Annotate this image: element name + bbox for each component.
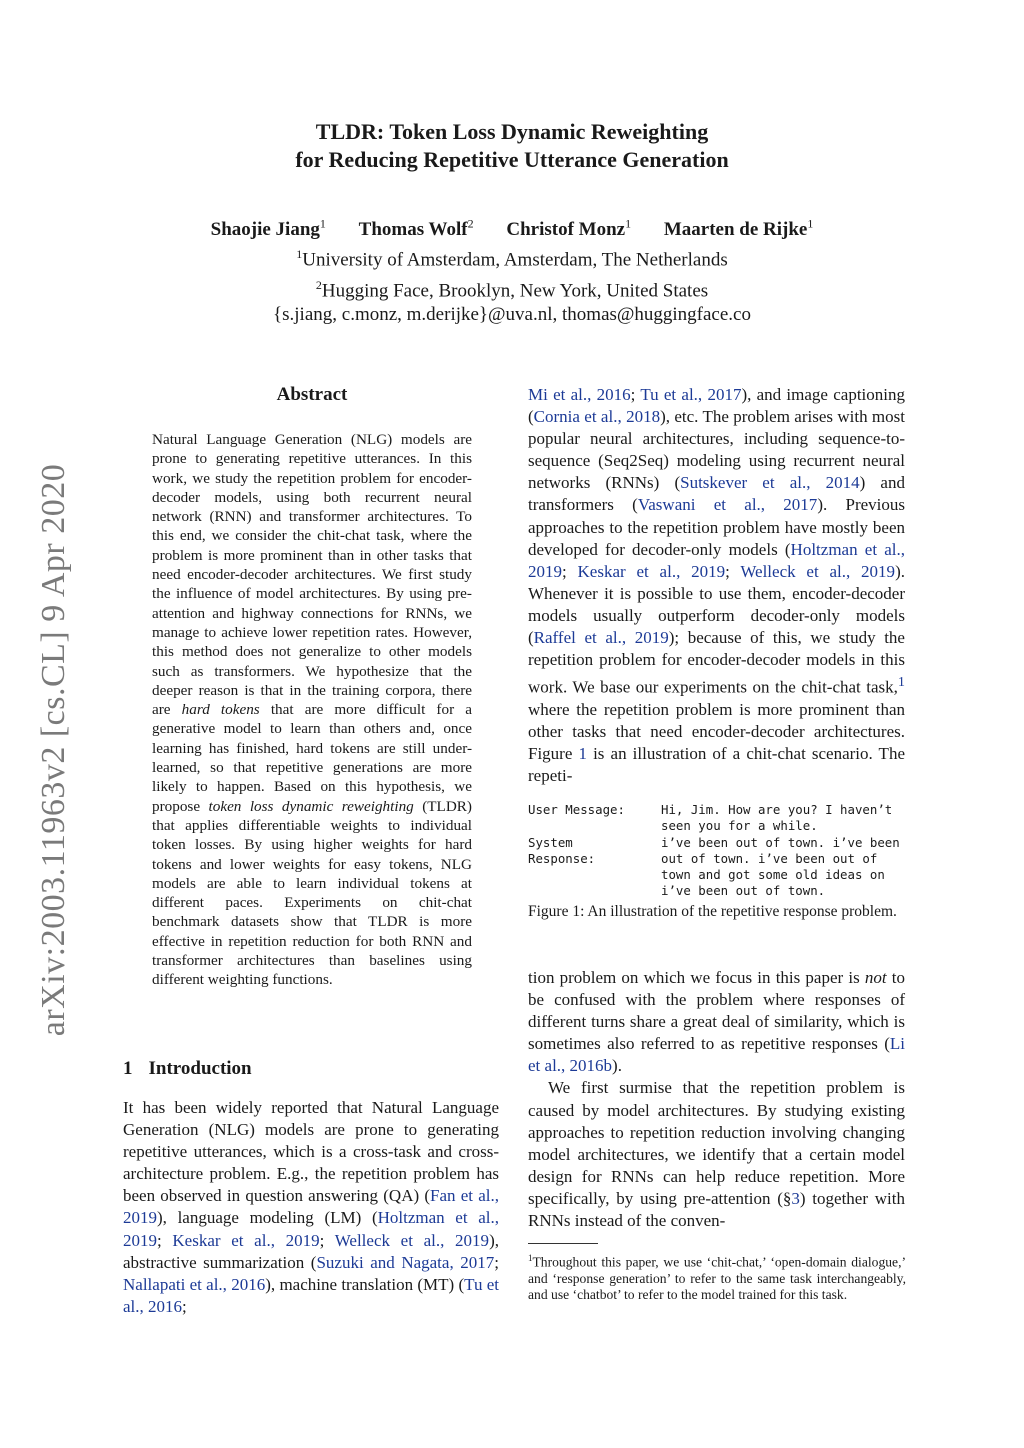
author-block xyxy=(0,212,1024,327)
citation-link[interactable]: Welleck et al., 2019 xyxy=(334,1230,490,1250)
author-emails: {s.jiang, c.monz, m.derijke}@uva.nl, thomas@huggingface.co xyxy=(273,303,751,325)
paragraph: We first surmise that the repetition problem is caused by model architectures. By studying existing approaches to repetition reduction involving changing model architectures, we identify that a certain model design for RNNs can help reduce repetition. More specifically, by using pre-attention (§3) together with RNNs instead of the conven- xyxy=(528,1078,905,1231)
arxiv-stamp: arXiv:2003.11963v2 [cs.CL] 9 Apr 2020 xyxy=(35,463,72,1037)
paragraph: tion problem on which we focus in this paper is not to be confused with the problem where responses of different turns share a great deal of similarity, which is sometimes also referred to as repetitive responses (Li et al., 2016b). xyxy=(528,968,905,1076)
title-line-2: for Reducing Repetitive Utterance Generation xyxy=(295,147,729,172)
system-response-text: i’ve been out of town. i’ve been out of town. i’ve been out of town and got some old ideas on i’ve been out of town. xyxy=(661,834,900,899)
right-column-paragraph: Mi et al., 2016; Tu et al., 2017), and image captioning (Cornia et al., 2018), etc. The problem arises with most popular neural architectures, including sequence-to-sequence (Seq2Seq) modeling using recurrent neural networks (RNNs) (Sutskever et al., 2014) and transformers (Vaswani et al., 2017). Previous approaches to the repetition problem have mostly been developed for decoder-only models (Holtzman et al., 2019; Keskar et al., 2019; Welleck et al., 2019). Whenever it is possible to use them, encoder-decoder models usually outperform decoder-only models (Raffel et al., 2019); because of this, we study the repetition problem for encoder-decoder models in this work. We base our experiments on the chit-chat task,$^1$ where the repetition problem is more prominent than other tasks that need encoder-decoder architectures. Figure 1 is an illustration of a chit-chat scenario. The repeti- xyxy=(528,385,905,786)
citation-link[interactable]: Vaswani et al., 2017 xyxy=(637,495,818,515)
citation-link[interactable]: Tu et al., 2016 xyxy=(123,1274,500,1316)
author-name: Shaojie Jiang$^1$ xyxy=(210,217,326,241)
affiliation-2: $^2$Hugging Face, Brooklyn, New York, United States xyxy=(315,277,709,301)
citation-link[interactable]: Li et al., 2016b xyxy=(528,1034,905,1076)
citation-link[interactable]: Nallapati et al., 2016 xyxy=(123,1274,266,1294)
dialogue-row-user xyxy=(528,802,906,835)
citation-link[interactable]: Cornia et al., 2018 xyxy=(533,407,661,427)
paper-title xyxy=(0,118,1024,174)
figure-1-caption: Figure 1: An illustration of the repetitive response problem. xyxy=(528,903,897,920)
citation-link[interactable]: Keskar et al., 2019 xyxy=(172,1230,320,1250)
system-response-label: System Response: xyxy=(528,834,596,866)
intro-paragraph: It has been widely reported that Natural Language Generation (NLG) models are prone to generating repetitive utterances, which is a cross-task and cross-architecture problem. E.g., the repetition problem has been observed in question answering (QA) (Fan et al., 2019), language modeling (LM) (Holtzman et al., 2019; Keskar et al., 2019; Welleck et al., 2019), abstractive summarization (Suzuki and Nagata, 2017; Nallapati et al., 2016), machine translation (MT) (Tu et al., 2016; xyxy=(123,1098,500,1316)
user-message-text: Hi, Jim. How are you? I haven’t seen you for a while. xyxy=(661,802,893,834)
figure-1-dialogue xyxy=(528,802,906,900)
dialogue-row-system xyxy=(528,835,906,900)
author-name: Maarten de Rijke$^1$ xyxy=(663,217,814,241)
citation-link[interactable]: Holtzman et al., 2019 xyxy=(123,1208,500,1250)
citation-link[interactable]: Sutskever et al., 2014 xyxy=(680,473,860,493)
citation-link[interactable]: Mi et al., 2016 xyxy=(528,385,631,404)
citation-link[interactable]: Raffel et al., 2019 xyxy=(533,628,669,648)
figure-ref-link[interactable]: 1 xyxy=(578,744,587,764)
citation-link[interactable]: Welleck et al., 2019 xyxy=(740,561,896,581)
citation-link[interactable]: Holtzman et al., 2019 xyxy=(528,539,905,581)
user-message-label: User Message: xyxy=(528,802,625,817)
author-names xyxy=(0,212,1024,242)
author-name: Thomas Wolf$^2$ xyxy=(358,217,474,241)
section-heading-introduction: 1 Introduction xyxy=(123,1058,252,1079)
right-column-continued xyxy=(528,967,905,1232)
footnote-divider xyxy=(528,1243,598,1244)
footnote-ref[interactable]: 1 xyxy=(897,674,905,691)
citation-link[interactable]: Keskar et al., 2019 xyxy=(577,561,726,581)
title-line-1: TLDR: Token Loss Dynamic Reweighting xyxy=(315,119,709,144)
citation-link[interactable]: Suzuki and Nagata, 2017 xyxy=(316,1252,495,1272)
abstract-text: Natural Language Generation (NLG) models are prone to generating repetitive utterances. In this work, we study the repetition problem for encoder-decoder models, using both recurrent neural network (RNN) and transformer architectures. To this end, we consider the chit-chat task, where the problem is more prominent than in other tasks that need encoder-decoder architectures. We first study the influence of model architectures. By using pre-attention and highway connections for RNNs, we manage to achieve lower repetition rates. However, this method does not generalize to other models such as transformers. We hypothesize that the deeper reason is that in the training corpora, there are hard tokens that are more difficult for a generative model to learn than others and, once learning has finished, hard tokens are still under-learned, so that repetitive generations are more likely to happen. Based on this hypothesis, we propose token loss dynamic reweighting (TLDR) that applies differentiable weights to individual token losses. By using higher weights for hard tokens and lower weights for easy tokens, NLG models are able to learn individual tokens at different paces. Experiments on chit-chat benchmark datasets show that TLDR is more effective in repetition reduction for both RNN and transformer architectures than baselines using different weighting functions. xyxy=(152,431,472,989)
citation-link[interactable]: Tu et al., 2017 xyxy=(640,385,742,404)
citation-link[interactable]: Fan et al., 2019 xyxy=(123,1186,499,1228)
author-name: Christof Monz$^1$ xyxy=(506,217,632,241)
abstract-heading: Abstract xyxy=(276,384,348,405)
footnote-1: $^1$Throughout this paper, we use ‘chit-chat,’ ‘open-domain dialogue,’ and ‘response generation’ to refer to the same task interchangeably, and use ‘chatbot’ to refer to the model trained for this task. xyxy=(528,1253,906,1303)
affiliation-1: $^1$University of Amsterdam, Amsterdam, The Netherlands xyxy=(296,247,728,271)
section-ref-link[interactable]: 3 xyxy=(791,1188,800,1208)
